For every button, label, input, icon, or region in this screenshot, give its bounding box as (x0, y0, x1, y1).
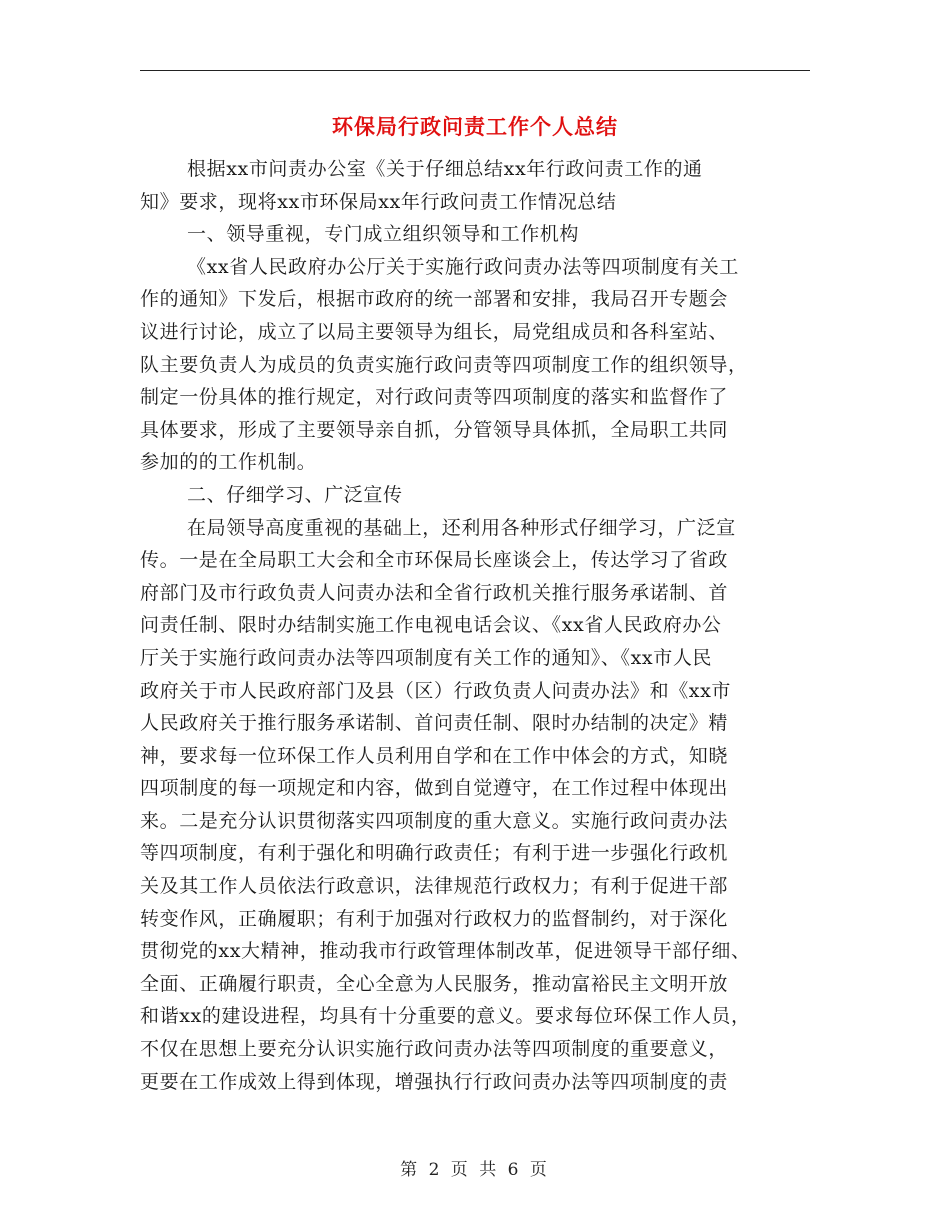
document-title: 环保局行政问责工作个人总结 (332, 114, 618, 139)
body-line: 转变作风，正确履职；有利于加强对行政权力的监督制约，对于深化 (140, 907, 729, 930)
page-footer: 第 2 页 共 6 页 (400, 1160, 550, 1180)
body-line: 来。二是充分认识贯彻落实四项制度的重大意义。实施行政问责办法 (140, 809, 729, 832)
body-line: 传。一是在全局职工大会和全市环保局长座谈会上，传达学习了省政 (140, 549, 729, 572)
body-line: 关及其工作人员依法行政意识，法律规范行政权力；有利于促进干部 (140, 875, 729, 898)
body-line: 作的通知》下发后，根据市政府的统一部署和安排，我局召开专题会 (140, 288, 729, 311)
body-line: 人民政府关于推行服务承诺制、首问责任制、限时办结制的决定》精 (140, 712, 729, 735)
body-line: 等四项制度，有利于强化和明确行政责任；有利于进一步强化行政机 (140, 842, 729, 865)
body-line: 制定一份具体的推行规定，对行政问责等四项制度的落实和监督作了 (140, 386, 729, 409)
body-line: 厅关于实施行政问责办法等四项制度有关工作的通知》、《xx市人民 (140, 646, 713, 669)
body-line: 二、仔细学习、广泛宣传 (187, 483, 403, 506)
body-line: 府部门及市行政负责人问责办法和全省行政机关推行服务承诺制、首 (140, 581, 729, 604)
header-rule (140, 70, 810, 71)
body-line: 根据xx市问责办公室《关于仔细总结xx年行政问责工作的通 (187, 158, 703, 180)
body-line: 和谐xx的建设进程，均具有十分重要的意义。要求每位环保工作人员， (140, 1005, 751, 1028)
body-line: 具体要求，形成了主要领导亲自抓，分管领导具体抓，全局职工共同 (140, 418, 729, 441)
body-line: 贯彻党的xx大精神，推动我市行政管理体制改革，促进领导干部仔细、 (140, 940, 751, 963)
body-line: 队主要负责人为成员的负责实施行政问责等四项制度工作的组织领导， (140, 353, 748, 376)
body-line: 知》要求，现将xx市环保局xx年行政问责工作情况总结 (140, 190, 617, 213)
body-line: 神，要求每一位环保工作人员利用自学和在工作中体会的方式，知晓 (140, 744, 729, 767)
body-line: 全面、正确履行职责，全心全意为人民服务，推动富裕民主文明开放 (140, 972, 729, 995)
document-body (140, 153, 810, 1098)
body-line: 参加的的工作机制。 (140, 451, 317, 474)
body-line: 不仅在思想上要充分认识实施行政问责办法等四项制度的重要意义， (140, 1038, 729, 1061)
body-line: 在局领导高度重视的基础上，还利用各种形式仔细学习，广泛宣 (187, 516, 736, 539)
body-line: 政府关于市人民政府部门及县（区）行政负责人问责办法》和《xx市 (140, 679, 732, 702)
body-line: 议进行讨论，成立了以局主要领导为组长，局党组成员和各科室站、 (140, 320, 729, 343)
body-line: 四项制度的每一项规定和内容，做到自觉遵守，在工作过程中体现出 (140, 777, 729, 800)
body-line: 一、领导重视，专门成立组织领导和工作机构 (187, 223, 580, 246)
body-line: 问责任制、限时办结制实施工作电视电话会议、《xx省人民政府办公 (140, 614, 722, 637)
body-line: 《xx省人民政府办公厅关于实施行政问责办法等四项制度有关工 (187, 255, 739, 278)
body-line: 更要在工作成效上得到体现，增强执行行政问责办法等四项制度的责 (140, 1070, 729, 1093)
